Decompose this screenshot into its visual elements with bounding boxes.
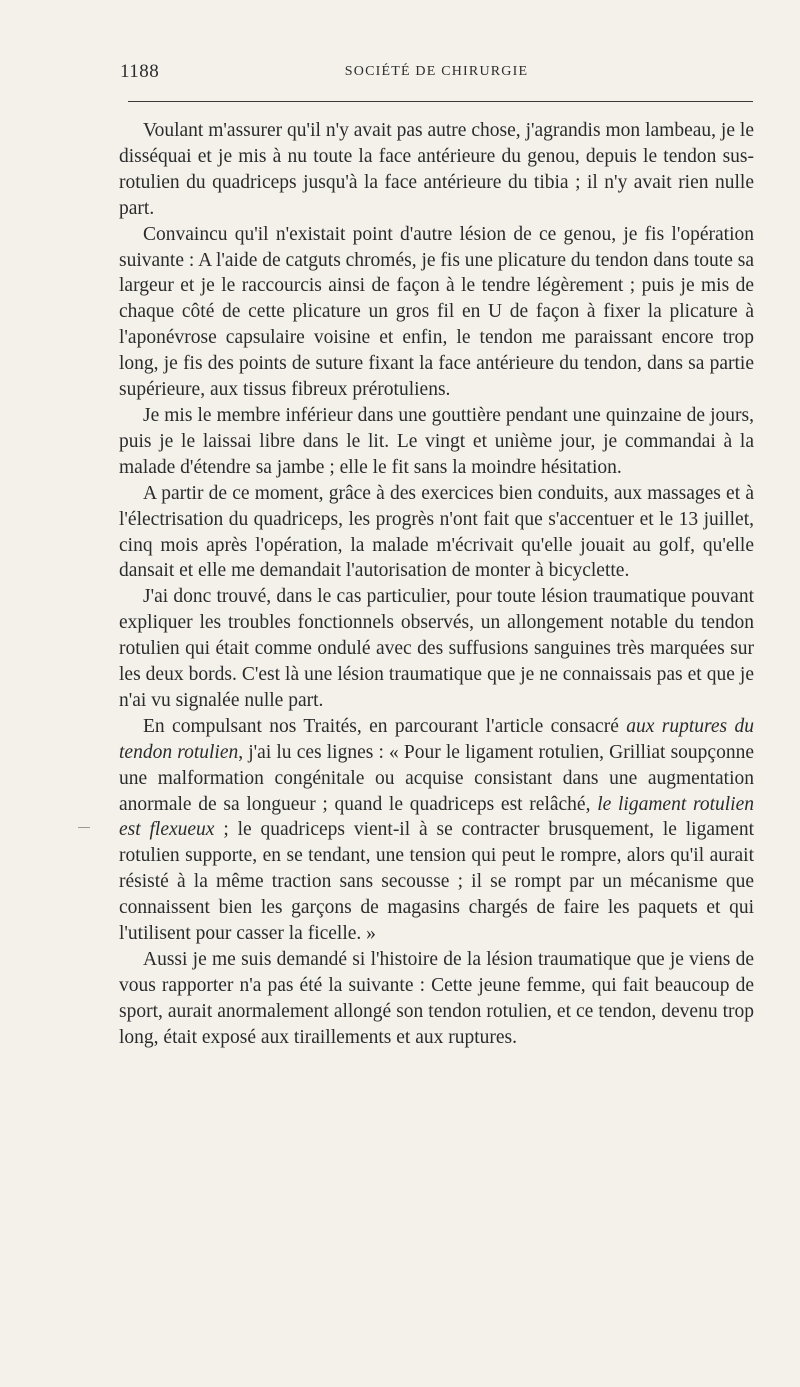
quote-middle: , j'ai lu ces lignes : « Pour le ligament rotulien, Grilliat soupçonne une malformation congénitale ou acquise consistant dans une augmentation anormale de sa longueur ; quand le quadriceps est relâché, [119, 741, 754, 815]
page-number: 1188 [120, 61, 160, 82]
quote-tail: ; le quadriceps vient-il à se contracter brusquement, le ligament rotulien supporte, en se tendant, une tension qui peut le rompre, alors qu'il aurait résisté à la même traction sans secousse ; il se rompt par un mécanisme que connaissent bien les garçons de magasins chargés de faire les paquets et qui l'utilisent pour casser la ficelle. » [119, 819, 754, 945]
quote-lead: En compulsant nos Traités, en parcourant l'article consacré [143, 715, 627, 737]
italic-title: aux ruptures du tendon rotulien [119, 715, 754, 763]
paragraph: J'ai donc trouvé, dans le cas particulier, pour toute lésion traumatique pouvant expliquer les troubles fonctionnels observés, un allongement notable du tendon rotulien qui était comme ondulé avec des suffusions sanguines très marquées sur les deux bords. C'est là une lésion traumatique que je ne connaissais pas et que je n'ai vu signalée nulle part. [119, 586, 754, 711]
page-header [120, 61, 753, 85]
paragraph: Je mis le membre inférieur dans une gouttière pendant une quinzaine de jours, puis je le laissai libre dans le lit. Le vingt et unième jour, je commandai à la malade d'étendre sa jambe ; elle le fit sans la moindre hésitation. [119, 404, 754, 478]
header-rule [128, 101, 753, 102]
body-text [119, 118, 754, 1051]
italic-phrase: le ligament rotulien est flexueux [119, 793, 754, 841]
paragraph: A partir de ce moment, grâce à des exercices bien conduits, aux massages et à l'électrisation du quadriceps, les progrès n'ont fait que s'accentuer et le 13 juillet, cinq mois après l'opération, la malade m'écrivait qu'elle jouait au golf, qu'elle dansait et elle me demandait l'autorisation de monter à bicyclette. [119, 482, 754, 582]
margin-mark [78, 827, 90, 828]
paragraph: Convaincu qu'il n'existait point d'autre lésion de ce genou, je fis l'opération suivante : A l'aide de catguts chromés, je fis une plicature du tendon dans toute sa largeur et je le raccourcis ainsi de façon à le tendre légèrement ; puis je mis de chaque côté de cette plicature un gros fil en U de façon à fixer la plicature à l'aponévrose capsulaire voisine et enfin, le tendon me paraissant encore trop long, je fis des points de suture fixant la face antérieure du tendon, dans sa partie supérieure, aux tissus fibreux prérotuliens. [119, 223, 754, 401]
paragraph: Aussi je me suis demandé si l'histoire de la lésion traumatique que je viens de vous rapporter n'a pas été la suivante : Cette jeune femme, qui fait beaucoup de sport, aurait anormalement allongé son tendon rotulien, et ce tendon, devenu trop long, était exposé aux tiraillements et aux ruptures. [119, 949, 754, 1048]
paragraph: Voulant m'assurer qu'il n'y avait pas autre chose, j'agrandis mon lambeau, je le disséquai et je mis à nu toute la face antérieure du genou, depuis le tendon sus-rotulien du quadriceps jusqu'à la face antérieure du tibia ; il n'y avait rien nulle part. [119, 120, 754, 219]
running-title: SOCIÉTÉ DE CHIRURGIE [344, 64, 529, 79]
quote-paragraph [119, 714, 754, 947]
